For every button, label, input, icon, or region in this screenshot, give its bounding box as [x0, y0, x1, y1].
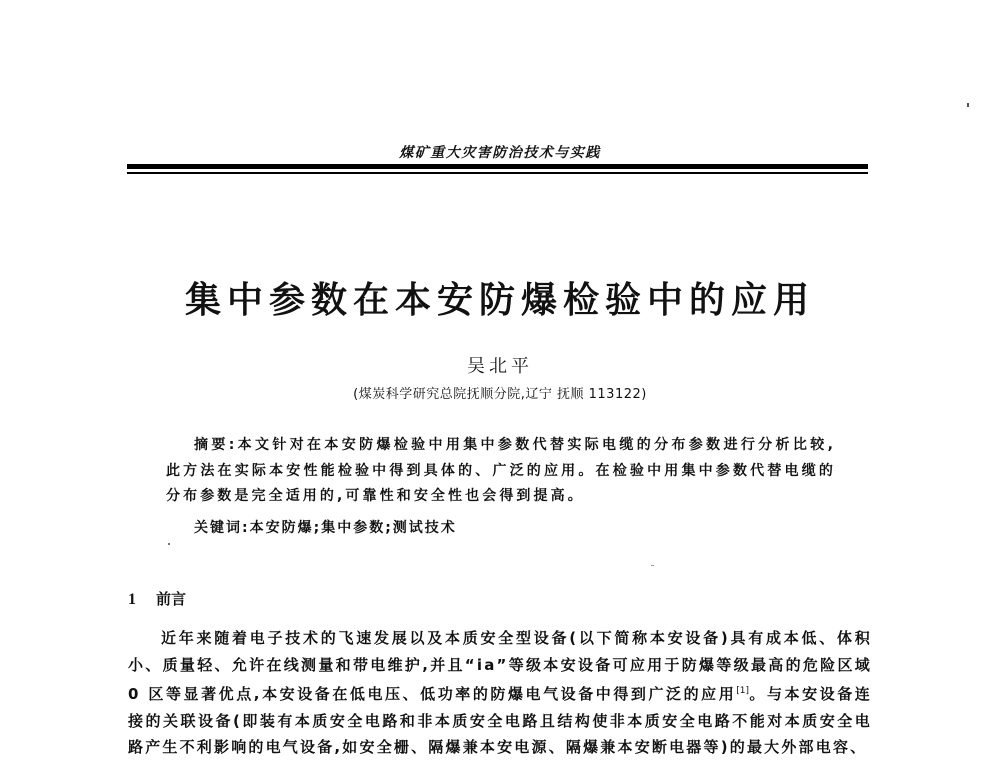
paragraph-text-part1: 近年来随着电子技术的飞速发展以及本质安全型设备(以下简称本安设备)具有成本低、体积小、质量轻、允许在线测量和带电维护,并且“ia”等级本安设备可应用于防爆等级最高的危险区域 0 区等显著优点,本安设备在低电压、低功率的防爆电气设备中得到广泛的应用	[128, 629, 872, 703]
author-name: 吴北平	[467, 356, 533, 377]
scan-artifact-mark	[967, 103, 969, 107]
running-head: 煤矿重大灾害防治技术与实践	[399, 145, 601, 161]
keywords-text: 本安防爆;集中参数;测试技术	[249, 520, 457, 536]
abstract-text: 本文针对在本安防爆检验中用集中参数代替实际电缆的分布参数进行分析比较,此方法在实际本安性能检验中得到具体的、广泛的应用。在检验中用集中参数代替电缆的分布参数是完全适用的,可靠性和安全性也会得到提高。	[166, 437, 836, 504]
abstract	[166, 433, 836, 510]
header-rule-thick	[127, 164, 868, 169]
author-affiliation: (煤炭科学研究总院抚顺分院,辽宁 抚顺 113122)	[353, 387, 647, 402]
section-title: 前言	[156, 590, 187, 608]
scan-artifact-dash	[651, 565, 654, 566]
citation-reference[interactable]: [1]	[736, 686, 750, 696]
section-number: 1	[128, 591, 136, 608]
body-paragraph	[128, 625, 872, 761]
keywords-label: 关键词:	[194, 520, 250, 536]
header-rule-thin	[127, 172, 868, 174]
scan-artifact-dot	[168, 543, 170, 545]
section-heading-introduction	[128, 588, 186, 609]
paper-title: 集中参数在本安防爆检验中的应用	[184, 279, 815, 321]
abstract-label: 摘要:	[194, 437, 238, 453]
keywords	[194, 517, 457, 537]
paragraph-text-part2: 。与本安设备连接的关联设备(即装有本质安全电路和非本质安全电路且结构使非本质安全电路不能对本质安全电路产生不利影响的电气设备,如安全栅、隔爆兼本安电源、隔爆兼本安断电器等)的最大外部电容、	[128, 685, 872, 756]
